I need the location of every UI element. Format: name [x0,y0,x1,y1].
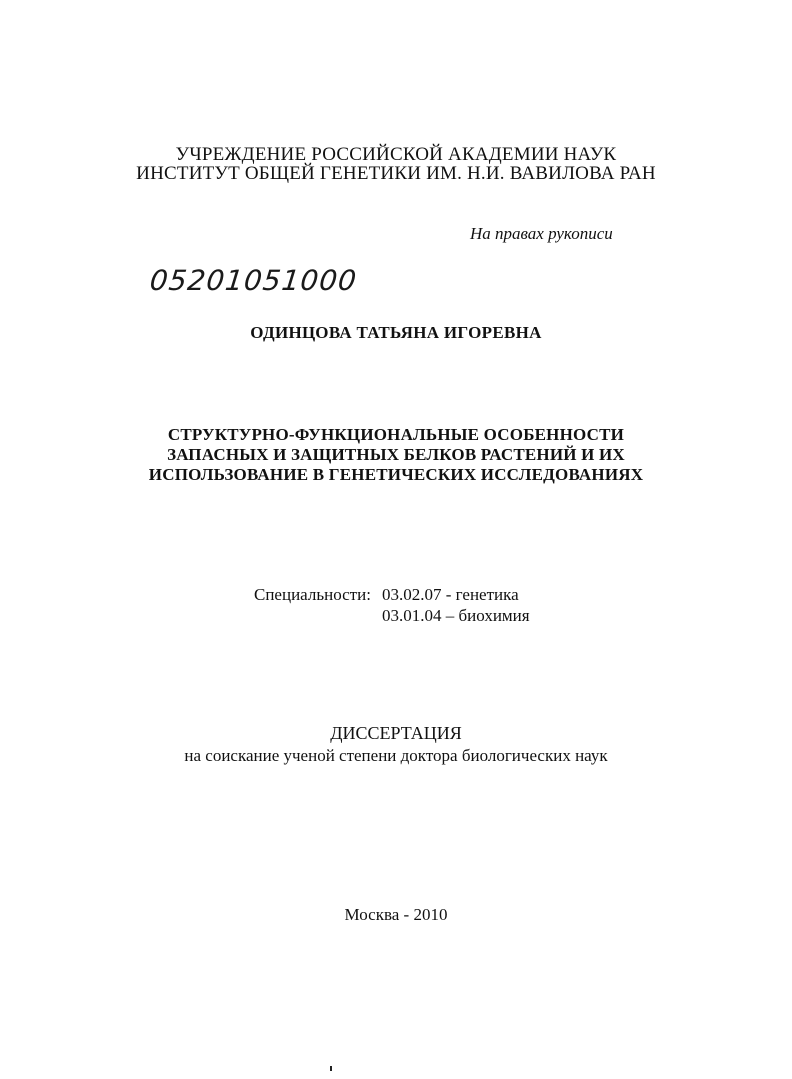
dissertation-label: ДИССЕРТАЦИЯ [330,723,462,743]
scan-speck [330,1066,332,1071]
institution-line-1: УЧРЕЖДЕНИЕ РОССИЙСКОЙ АКАДЕМИИ НАУК [175,144,617,165]
institution-line-2: ИНСТИТУТ ОБЩЕЙ ГЕНЕТИКИ ИМ. Н.И. ВАВИЛОВА РАН [136,163,656,184]
specialty-biochemistry: 03.01.04 – биохимия [382,606,530,625]
title-line-1: СТРУКТУРНО-ФУНКЦИОНАЛЬНЫЕ ОСОБЕННОСТИ [167,425,625,444]
city-year: Москва - 2010 [344,905,448,924]
degree-description: на соискание ученой степени доктора биологических наук [184,746,608,765]
specialties-label: Специальности: [254,585,371,604]
title-line-2: ЗАПАСНЫХ И ЗАЩИТНЫХ БЕЛКОВ РАСТЕНИЙ И ИХ [167,445,625,464]
specialty-genetics: 03.02.07 - генетика [382,585,519,604]
title-line-3: ИСПОЛЬЗОВАНИЕ В ГЕНЕТИЧЕСКИХ ИССЛЕДОВАНИЯХ [148,465,644,484]
manuscript-rights-note: На правах рукописи [470,224,613,243]
handwritten-archive-code: 05201051000 [148,264,359,297]
author-name: ОДИНЦОВА ТАТЬЯНА ИГОРЕВНА [250,323,542,342]
